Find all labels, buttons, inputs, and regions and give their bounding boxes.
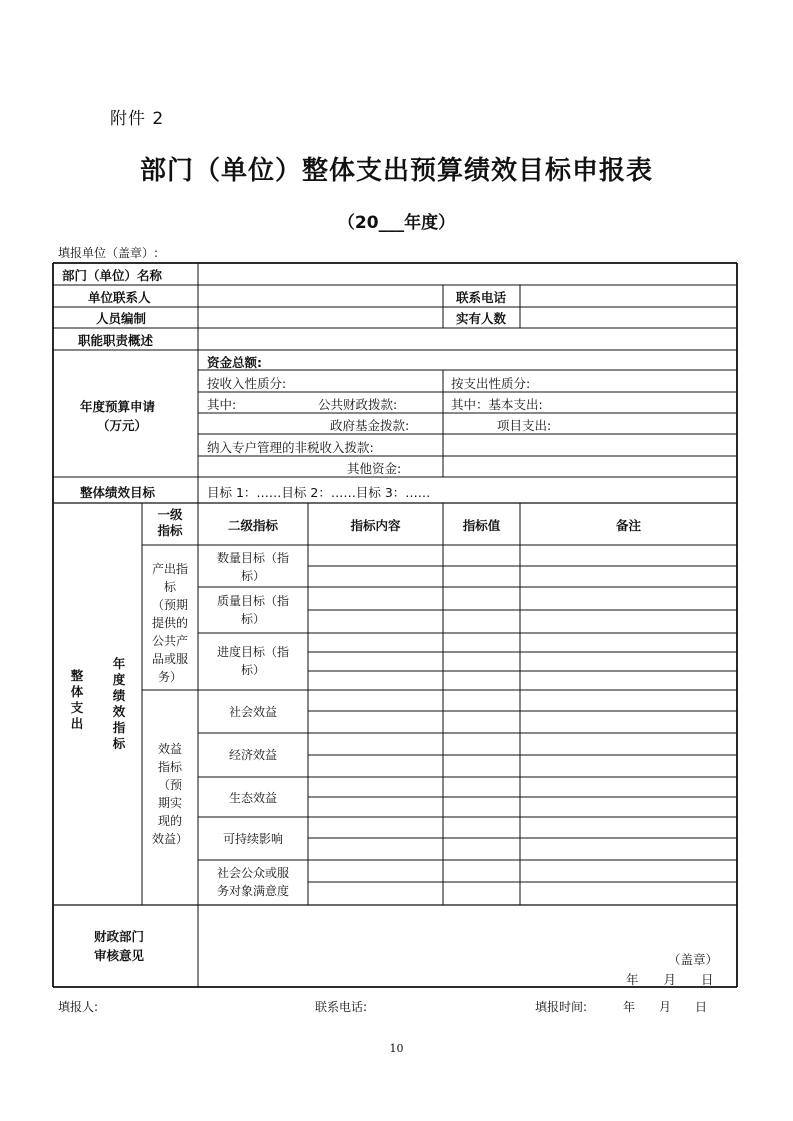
review-opinion-label: 审核意见 xyxy=(94,948,145,963)
among-left-label: 其中: xyxy=(207,397,237,412)
other-fund-label: 其他资金: xyxy=(347,461,402,476)
fill-unit-label: 填报单位（盖章）: xyxy=(58,246,159,260)
progress-target-label: 进度目标（指 标） xyxy=(216,645,289,677)
staff-quota-label: 人员编制 xyxy=(96,311,147,326)
budget-label: 年度预算申请 xyxy=(80,399,156,414)
basic-expense-label: 其中：基本支出: xyxy=(451,397,543,412)
quality-target-label: 质量目标（指 标） xyxy=(216,594,289,626)
economic-benefit-label: 经济效益 xyxy=(228,748,277,762)
by-expense-label: 按支出性质分: xyxy=(451,376,531,391)
footer-phone-label: 联系电话: xyxy=(315,1000,368,1014)
overall-goal-text: 目标 1：……目标 2：……目标 3：…… xyxy=(207,485,431,500)
sustainable-impact-label: 可持续影响 xyxy=(222,832,283,846)
phone-label: 联系电话 xyxy=(456,290,507,305)
indicator-content-header: 指标内容 xyxy=(350,518,401,533)
level2-indicator-header: 二级指标 xyxy=(227,518,278,533)
non-tax-label: 纳入专户管理的非税收入拨款: xyxy=(207,440,374,455)
attachment-label: 附件 2 xyxy=(110,109,165,129)
by-income-label: 按收入性质分: xyxy=(207,376,287,391)
quantity-target-label: 数量目标（指 标） xyxy=(216,551,289,583)
review-seal-label: （盖章） xyxy=(668,952,719,967)
fund-total-label: 资金总额: xyxy=(207,355,262,370)
budget-unit-label: （万元） xyxy=(97,418,148,433)
level1-indicator-header: 一级 指标 xyxy=(157,507,183,538)
finance-dept-label: 财政部门 xyxy=(94,929,145,944)
output-indicator-label: 产出指 标 （预期 提供的 公共产 品或服 务） xyxy=(151,562,188,684)
page-title: 部门（单位）整体支出预算绩效目标申报表 xyxy=(139,156,653,186)
benefit-indicator-label: 效益 指标 （预 期实 现的 效益） xyxy=(151,742,188,846)
public-finance-label: 公共财政拨款: xyxy=(318,397,398,412)
page-number: 10 xyxy=(389,1042,404,1055)
duties-label: 职能职责概述 xyxy=(78,333,154,348)
fill-time-label: 填报时间: 年 月 日 xyxy=(535,1000,708,1014)
filler-label: 填报人: xyxy=(58,1000,99,1014)
actual-staff-label: 实有人数 xyxy=(456,311,507,326)
contact-person-label: 单位联系人 xyxy=(88,290,151,305)
annual-indicator-vertical-label: 年 度 绩 效 指 标 xyxy=(112,656,126,751)
ecological-benefit-label: 生态效益 xyxy=(228,791,277,805)
overall-expense-vertical-label: 整 体 支 出 xyxy=(70,668,84,731)
review-date-label: 年 月 日 xyxy=(626,972,714,987)
overall-goal-label: 整体绩效目标 xyxy=(80,485,156,500)
social-benefit-label: 社会效益 xyxy=(228,705,277,719)
satisfaction-label: 社会公众或服 务对象满意度 xyxy=(216,866,289,898)
year-label: （20___年度） xyxy=(337,213,456,233)
remarks-header: 备注 xyxy=(615,518,641,533)
dept-name-label: 部门（单位）名称 xyxy=(62,268,163,283)
gov-fund-label: 政府基金拨款: xyxy=(330,418,410,433)
project-expense-label: 项目支出: xyxy=(497,418,552,433)
indicator-value-header: 指标值 xyxy=(462,518,501,533)
